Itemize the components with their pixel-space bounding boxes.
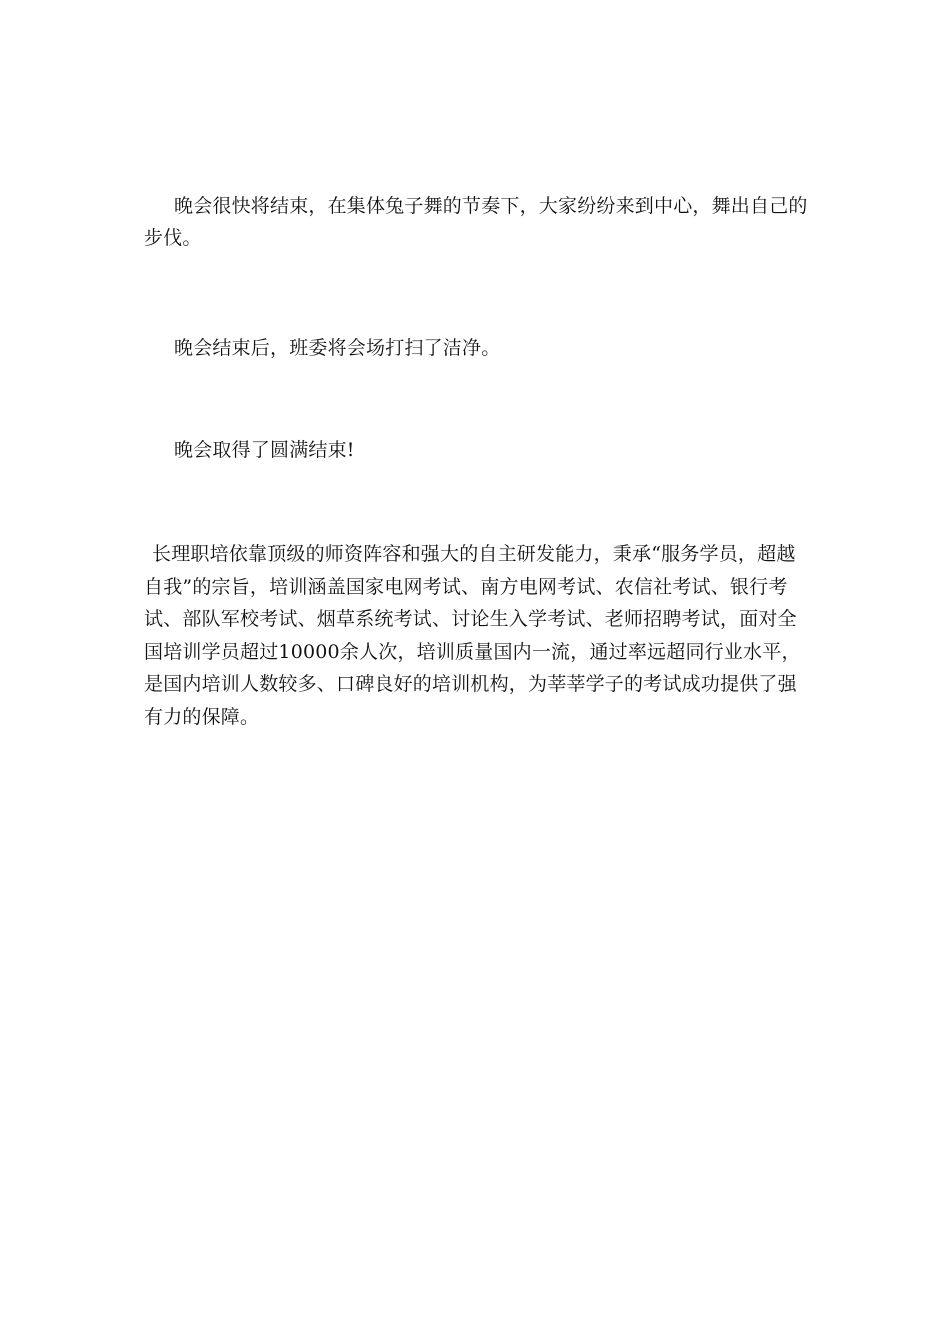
paragraph-cleanup: 晚会结束后，班委将会场打扫了洁净。 [174,337,501,359]
paragraph-party-ending: 晚会很快将结束，在集体兔子舞的节奏下，大家纷纷来到中心，舞出自己的步伐。 [144,195,808,249]
paragraph-institution-intro: 长理职培依靠顶级的师资阵容和强大的自主研发能力，秉承“服务学员，超越自我”的宗旨，培训涵盖国家电网考试、南方电网考试、农信社考试、银行考试、部队军校考试、烟草系统考试、讨论生入学考试、老师招聘考试，面对全国培训学员超过10000余人次，培训质量国内一流，通过率远超同行业水平，是国内培训人数较多、口碑良好的培训机构，为莘莘学子的考试成功提供了强有力的保障。 [144,543,801,728]
paragraph-success: 晚会取得了圆满结束! [174,439,355,461]
